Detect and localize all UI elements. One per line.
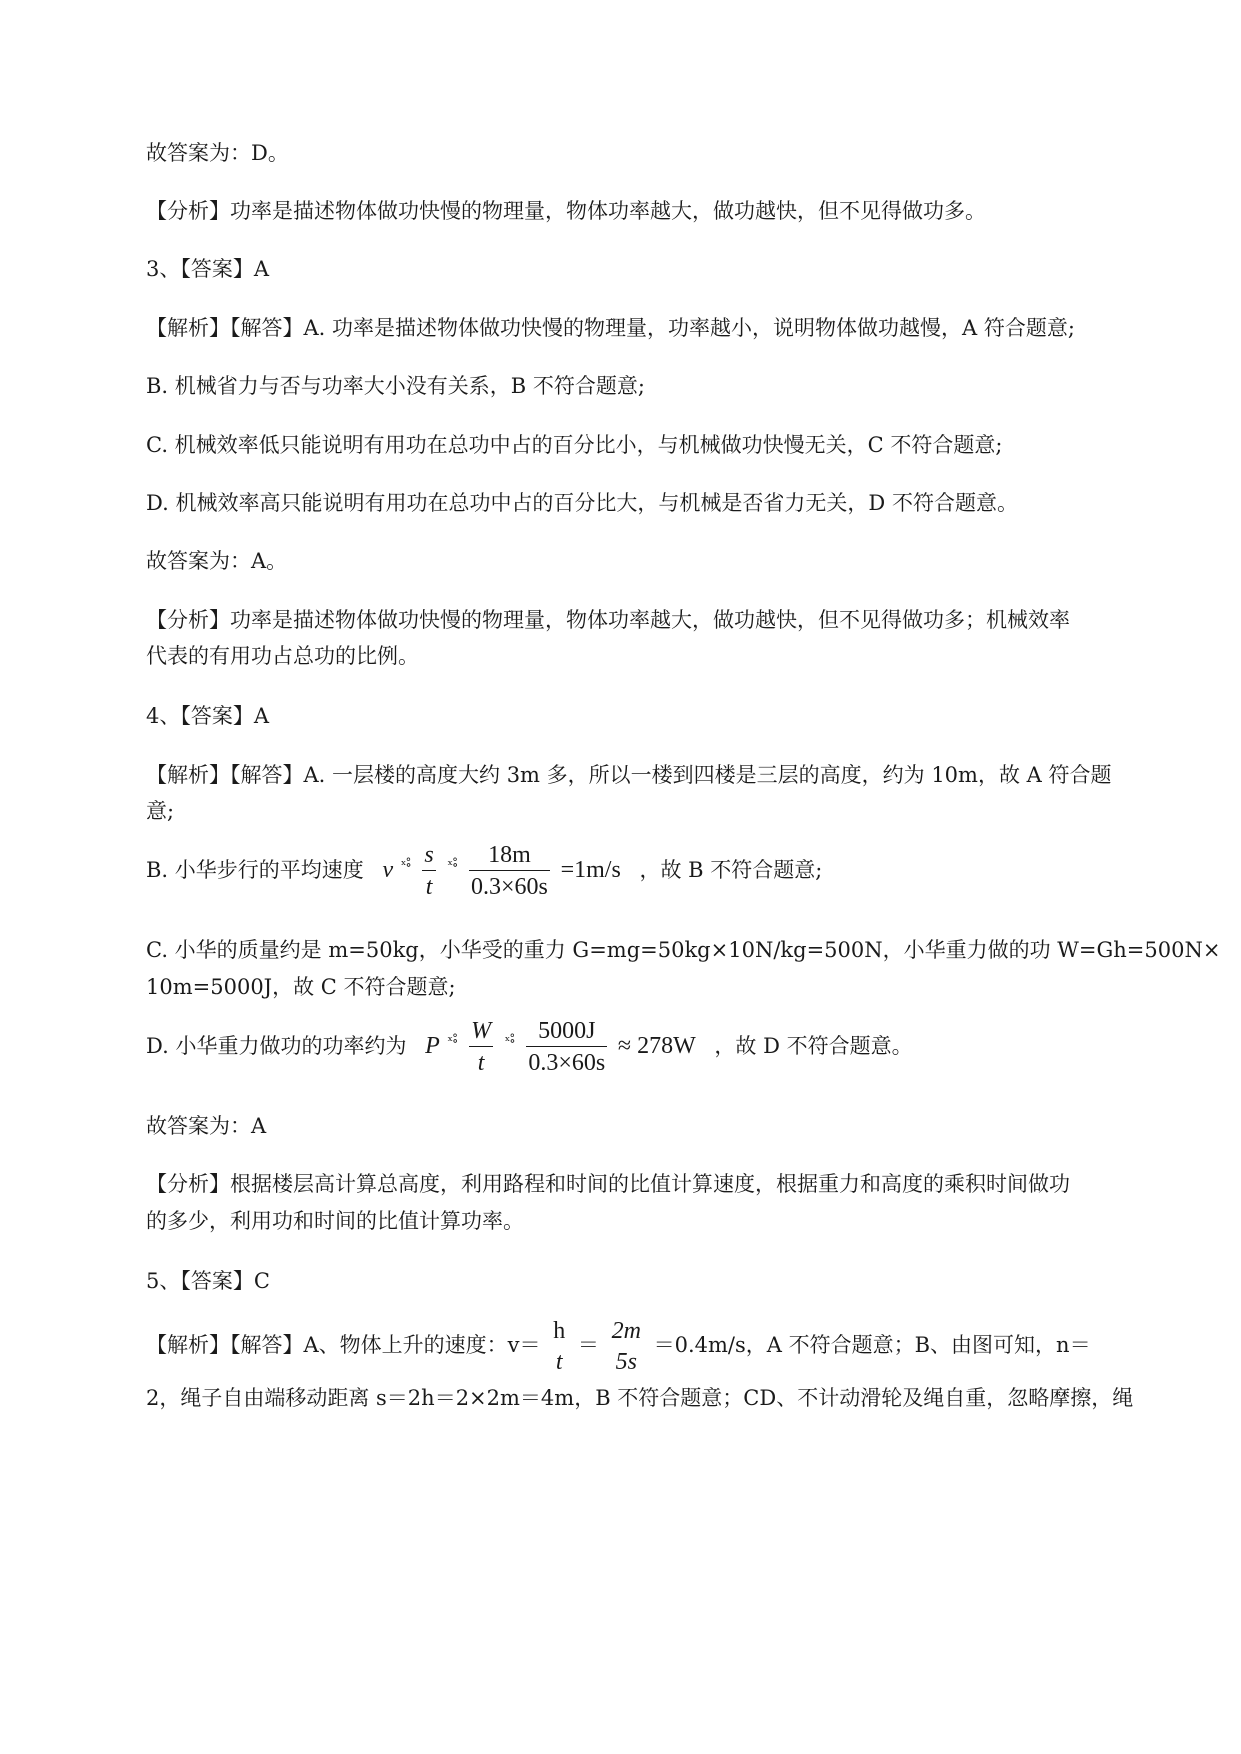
fraction-w-over-t (469, 1016, 493, 1079)
explanation-option-a-cont: 意; (146, 799, 175, 823)
fraction-numerator: h (553, 1317, 566, 1344)
equation-prefix: B. 小华步行的平均速度 (146, 858, 364, 882)
equation-prefix: D. 小华重力做功的功率约为 (146, 1034, 407, 1058)
analysis-paragraph: 【分析】功率是描述物体做功快慢的物理量，物体功率越大，做功越快，但不见得做功多。 (146, 199, 986, 223)
fraction-numerator: s (422, 840, 435, 871)
equation-symbol-artifact: ˣ∘̊ (504, 1034, 515, 1049)
equation-suffix: ，故 D 不符合题意。 (714, 1034, 913, 1058)
question-5-explanation-equation (146, 1314, 1146, 1378)
explanation-option-a: 【解析】【解答】A. 功率是描述物体做功快慢的物理量，功率越小，说明物体做功越慢，A 符合题意; (146, 316, 1075, 340)
fraction-numerator: W (469, 1016, 493, 1047)
explanation-option-c: C. 机械效率低只能说明有用功在总功中占的百分比小，与机械做功快慢无关，C 不符合题意; (146, 433, 1003, 457)
fraction-denominator: 0.3×60s (471, 874, 548, 900)
fraction-work-over-time (526, 1016, 607, 1079)
equation-variable: v (382, 857, 394, 883)
fraction-h-over-t (551, 1316, 567, 1378)
analysis-paragraph: 【分析】功率是描述物体做功快慢的物理量，物体功率越大，做功越快，但不见得做功多；机械效率 (146, 608, 1070, 632)
equation-suffix: ＝0.4m/s，A 不符合题意；B、由图可知，n＝ (653, 1333, 1091, 1357)
answer-conclusion: 故答案为：A。 (146, 549, 288, 573)
fraction-denominator: t (425, 874, 433, 900)
explanation-option-c-cont: 10m=5000J，故 C 不符合题意; (146, 975, 456, 999)
fraction-denominator: 5s (615, 1348, 637, 1375)
question-5-explanation-cont: 2，绳子自由端移动距离 s＝2h＝2×2m＝4m，B 不符合题意；CD、不计动滑轮及绳自重，忽略摩擦，绳 (146, 1386, 1134, 1410)
equation-variable: P (425, 1033, 440, 1059)
question-4-answer: 4、【答案】A (146, 704, 270, 728)
explanation-option-d-equation (146, 1011, 1146, 1079)
fraction-s-over-t (422, 840, 435, 903)
equation-prefix: 【解析】【解答】A、物体上升的速度：v＝ (146, 1333, 541, 1357)
equation-result: ≈ 278W (617, 1033, 696, 1059)
question-5-answer: 5、【答案】C (146, 1269, 270, 1293)
explanation-option-d: D. 机械效率高只能说明有用功在总功中占的百分比大，与机械是否省力无关，D 不符合题意。 (146, 491, 1018, 515)
explanation-option-b-equation (146, 835, 1146, 903)
fraction-distance-over-time (469, 840, 550, 903)
explanation-option-b: B. 机械省力与否与功率大小没有关系，B 不符合题意; (146, 374, 645, 398)
answer-conclusion: 故答案为：D。 (146, 141, 289, 165)
fraction-denominator: t (555, 1348, 563, 1375)
fraction-denominator: t (477, 1050, 485, 1076)
equation-symbol-artifact: ˣ∘̊ (447, 858, 458, 873)
equation-result: =1m/s (560, 857, 621, 883)
equation-symbol-artifact: ˣ∘̊ (447, 1034, 458, 1049)
equation-suffix: ，故 B 不符合题意; (639, 858, 823, 882)
explanation-option-c: C. 小华的质量约是 m=50kg，小华受的重力 G=mg=50kg×10N/kg=500N，小华重力做的功 W=Gh=500N× (146, 938, 1221, 962)
explanation-option-a: 【解析】【解答】A. 一层楼的高度大约 3m 多，所以一楼到四楼是三层的高度，约为 10m，故 A 符合题 (146, 763, 1112, 787)
answer-conclusion: 故答案为：A (146, 1114, 267, 1138)
analysis-paragraph: 【分析】根据楼层高计算总高度，利用路程和时间的比值计算速度，根据重力和高度的乘积时间做功 (146, 1172, 1070, 1196)
analysis-paragraph-cont: 代表的有用功占总功的比例。 (146, 644, 419, 668)
analysis-paragraph-cont: 的多少，利用功和时间的比值计算功率。 (146, 1209, 524, 1233)
fraction-denominator: 0.3×60s (528, 1050, 606, 1076)
equation-symbol-artifact: ˣ∘̊ (400, 858, 411, 873)
equation-equals: ＝ (577, 1333, 599, 1357)
fraction-numerator: 18m (469, 840, 550, 871)
fraction-numerator: 5000J (526, 1016, 607, 1047)
fraction-numerator: 2m (611, 1317, 641, 1344)
question-3-answer: 3、【答案】A (146, 257, 270, 281)
fraction-2m-over-5s (610, 1316, 643, 1378)
